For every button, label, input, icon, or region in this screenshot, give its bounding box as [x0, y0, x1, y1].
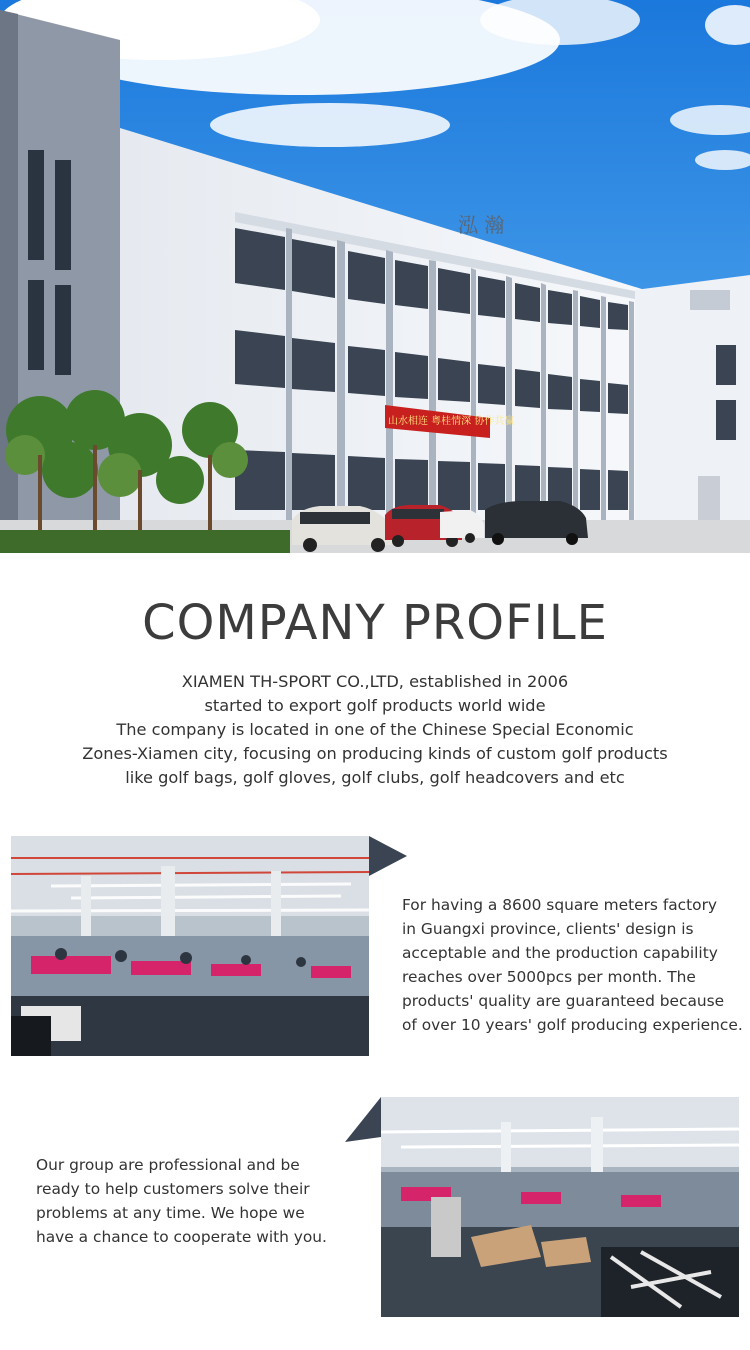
factory-line: of over 10 years' golf producing experience.	[402, 1016, 743, 1034]
factory-line: reaches over 5000pcs per month. The	[402, 968, 696, 986]
team-line: Our group are professional and be	[36, 1156, 300, 1174]
workshop-photo	[381, 1097, 739, 1317]
factory-building-photo	[0, 0, 750, 553]
intro-line: The company is located in one of the Chinese Special Economic	[116, 720, 634, 739]
team-line: have a chance to cooperate with you.	[36, 1228, 327, 1246]
factory-line: acceptable and the production capability	[402, 944, 718, 962]
team-line: problems at any time. We hope we	[36, 1204, 305, 1222]
photo-corner-notch	[343, 1097, 383, 1157]
red-banner-text: 山水相连 粤桂情深 协作共赢	[388, 416, 515, 427]
team-line: ready to help customers solve their	[36, 1180, 310, 1198]
intro-line: like golf bags, golf gloves, golf clubs, golf headcovers and etc	[125, 768, 625, 787]
factory-line: in Guangxi province, clients' design is	[402, 920, 694, 938]
factory-floor-photo	[11, 836, 369, 1056]
factory-line: products' quality are guaranteed because	[402, 992, 725, 1010]
company-intro	[0, 670, 750, 790]
building-sign: 泓 瀚	[458, 213, 505, 237]
factory-line: For having a 8600 square meters factory	[402, 896, 718, 914]
intro-line: XIAMEN TH-SPORT CO.,LTD, established in 2006	[181, 672, 569, 691]
page-title: COMPANY PROFILE	[142, 595, 608, 651]
photo-corner-notch	[369, 836, 409, 896]
factory-description	[402, 893, 743, 1037]
team-description	[36, 1153, 327, 1249]
intro-line: Zones-Xiamen city, focusing on producing kinds of custom golf products	[82, 744, 668, 763]
intro-line: started to export golf products world wide	[204, 696, 546, 715]
